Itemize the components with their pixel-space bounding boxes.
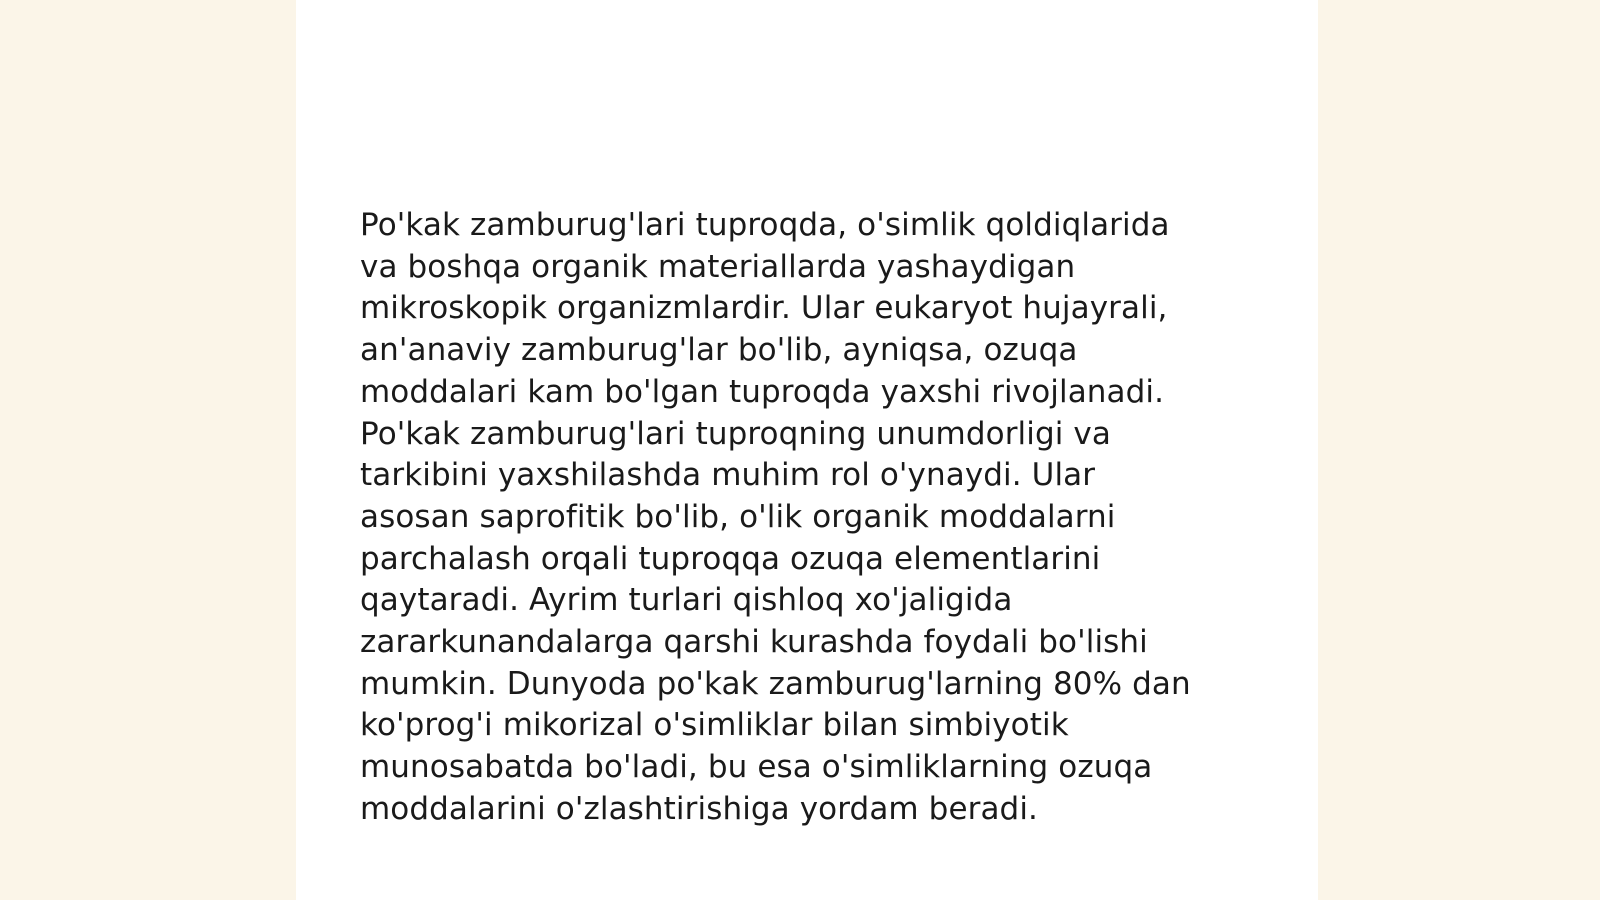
paragraph-line: Po'kak zamburug'lari tuproqning unumdorligi va <box>360 415 1111 452</box>
paragraph-line: qaytaradi. Ayrim turlari qishloq xo'jaligida <box>360 582 1013 619</box>
paragraph-line: Po'kak zamburug'lari tuproqda, o'simlik qoldiqlarida <box>360 207 1170 243</box>
document-page <box>296 0 1318 900</box>
paragraph-line: an'anaviy zamburug'lar bo'lib, ayniqsa, ozuqa <box>360 332 1078 369</box>
paragraph-line: moddalari kam bo'lgan tuproqda yaxshi rivojlanadi. <box>360 373 1165 410</box>
paragraph-line: mikroskopik organizmlardir. Ular eukaryot hujayrali, <box>360 290 1168 327</box>
paragraph-line: asosan saprofitik bo'lib, o'lik organik moddalarni <box>360 498 1116 535</box>
paragraph-line: tarkibini yaxshilashda muhim rol o'ynaydi. Ular <box>360 457 1096 494</box>
paragraph-line: zararkunandalarga qarshi kurashda foydali bo'lishi <box>360 624 1148 661</box>
body-paragraph <box>360 205 1260 831</box>
paragraph-line: mumkin. Dunyoda po'kak zamburug'larning 80% dan <box>360 665 1191 702</box>
paragraph-line: ko'prog'i mikorizal o'simliklar bilan simbiyotik <box>360 707 1069 744</box>
paragraph-line: munosabatda bo'ladi, bu esa o'simliklarning ozuqa <box>360 749 1153 786</box>
paragraph-line: va boshqa organik materiallarda yashaydigan <box>360 248 1076 285</box>
paragraph-line: moddalarini o'zlashtirishiga yordam beradi. <box>360 790 1039 827</box>
paragraph-line: parchalash orqali tuproqqa ozuqa elementlarini <box>360 540 1101 577</box>
